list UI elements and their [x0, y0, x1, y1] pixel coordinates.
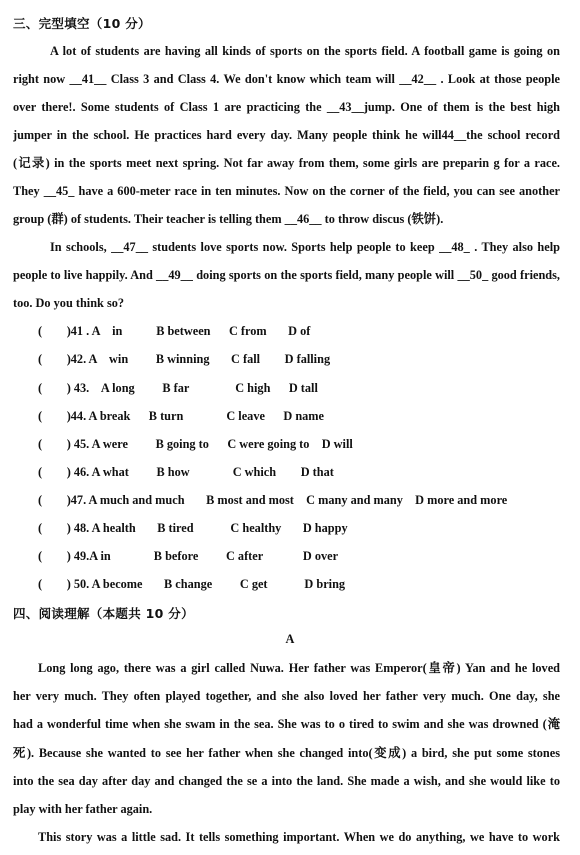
- reading-line-3: had a wonderful time when she swam in the sea. She was to o tired to swim and she was drowned (淹: [13, 717, 560, 731]
- reading-line-5: into the sea day after day and changed the se a into the land. She made a wish, and she would like to: [13, 774, 560, 788]
- option-row-50: ( ) 50. A become B change C get D bring: [38, 577, 346, 591]
- option-row-45: ( ) 45. A were B going to C were going to D will: [38, 437, 353, 451]
- option-row-46: ( ) 46. A what B how C which D that: [38, 465, 334, 479]
- section-4-title: 四、阅读理解（本题共 10 分）: [13, 606, 194, 621]
- passage-label: A: [285, 632, 295, 646]
- cloze-line-3: over there!. Some students of Class 1 are practicing the __43__jump. One of them is the best high: [13, 100, 560, 114]
- cloze-line-5: (记录) in the sports meet next spring. Not far away from them, some girls are preparin g for a race.: [13, 156, 560, 170]
- option-row-48: ( ) 48. A health B tired C healthy D happy: [38, 521, 348, 535]
- cloze-line-9: people to live happily. And __49__ doing sports on the sports field, many people will __50_ good friends,: [13, 268, 560, 282]
- section-3-title: 三、完型填空（10 分）: [13, 16, 151, 31]
- option-row-44: ( )44. A break B turn C leave D name: [38, 409, 325, 423]
- cloze-line-4: jumper in the school. He practices hard every day. Many people think he will44__the school record: [13, 128, 560, 142]
- reading-line-2: her very much. They often played together, and she also loved her father very much. One day, she: [13, 689, 560, 703]
- option-row-43: ( ) 43. A long B far C high D tall: [38, 381, 318, 395]
- reading-line-7: This story was a little sad. It tells something important. When we do anything, we have to work: [38, 830, 560, 844]
- cloze-line-1: A lot of students are having all kinds of sports on the sports field. A football game is going on: [50, 44, 560, 58]
- reading-line-6: play with her father again.: [13, 802, 153, 816]
- cloze-line-8: In schools, __47__ students love sports now. Sports help people to keep __48_ . They also help: [50, 240, 560, 254]
- reading-line-1: Long long ago, there was a girl called Nuwa. Her father was Emperor(皇帝) Yan and he loved: [38, 661, 560, 675]
- cloze-line-6: They __45_ have a 600-meter race in ten minutes. Now on the corner of the field, you can see another: [13, 184, 560, 198]
- option-row-41: ( )41 . A in B between C from D of: [38, 324, 311, 338]
- reading-line-4: 死). Because she wanted to see her father when she changed into(变成) a bird, she put some stones: [13, 746, 560, 760]
- cloze-line-10: too. Do you think so?: [13, 296, 125, 310]
- cloze-line-2: right now __41__ Class 3 and Class 4. We don't know which team will __42__ . Look at those people: [13, 72, 560, 86]
- cloze-line-7: group (群) of students. Their teacher is telling them __46__ to throw discus (铁饼).: [13, 212, 444, 226]
- option-row-49: ( ) 49.A in B before C after D over: [38, 549, 339, 563]
- option-row-47: ( )47. A much and much B most and most C many and many D more and more: [38, 493, 508, 507]
- option-row-42: ( )42. A win B winning C fall D falling: [38, 352, 331, 366]
